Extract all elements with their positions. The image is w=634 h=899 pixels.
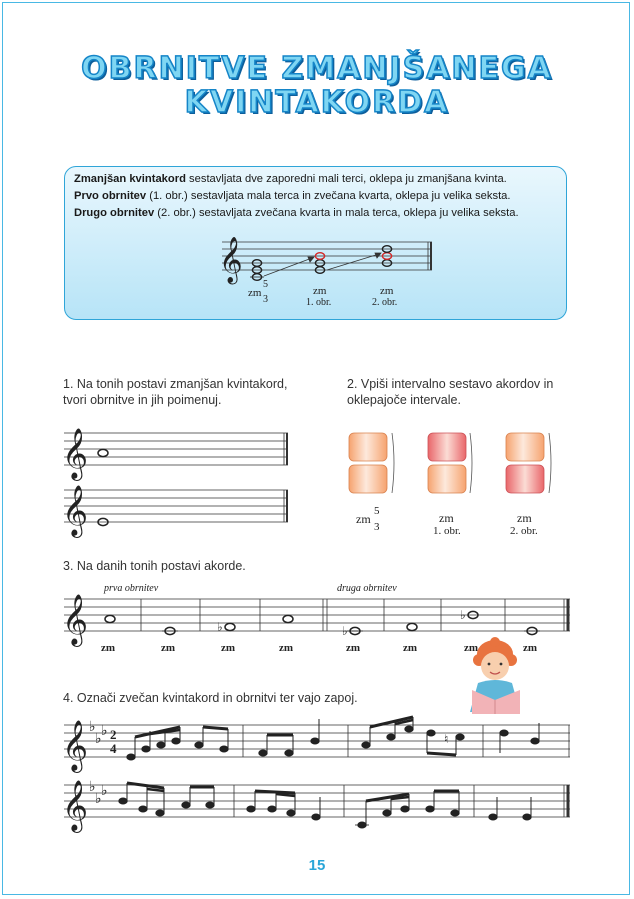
flat-icon: ♭ [95,791,102,807]
whole-note [105,615,115,622]
interval-label-first: 1. obr. [433,525,461,537]
interval-box[interactable] [428,433,466,461]
task-4-notes-1 [127,717,539,760]
interval-label-second: 2. obr. [510,525,538,537]
natural-icon: ♮ [444,732,449,746]
flat-icon: ♭ [101,723,108,739]
whole-note [407,623,417,630]
task-4-notes-2 [119,783,531,828]
interval-label-zm: zm [356,512,371,526]
chord-label: zm [279,642,294,654]
chord-label: zm [101,642,116,654]
example-label-second: 2. obr. [372,297,398,308]
example-label-zm: zm [380,285,394,297]
interval-box[interactable] [349,465,387,493]
whole-note [225,623,235,630]
treble-clef-icon: 𝄞 [62,594,89,645]
chord-label: zm [464,642,479,654]
example-label-5: 5 [263,279,268,290]
task-4-instruction: 4. Označi zvečan kvintakord in obrnitvi ter vajo zapoj. [63,691,358,705]
treble-clef-icon: 𝄞 [62,720,89,771]
task-2-line-1: 2. Vpiši intervalno sestavo akordov in [347,377,554,391]
example-label-3: 3 [263,294,268,305]
time-signature-top: 2 [110,727,117,742]
interval-label-zm: zm [517,511,532,525]
chord-label: zm [346,642,361,654]
interval-box[interactable] [506,433,544,461]
interval-group-1 [349,433,394,493]
flat-icon: ♭ [460,608,466,622]
task-1-staff-1 [64,433,288,465]
definition-text: sestavljata dve zaporedni mali terci, oklepa ju zmanjšana kvinta. [185,173,507,185]
definition-text: (2. obr.) sestavljata zvečana kvarta in mala terca, oklepa ju velika seksta. [154,207,519,219]
interval-box[interactable] [506,465,544,493]
definition-term: Zmanjšan kvintakord [74,173,186,185]
interval-label-5: 5 [374,505,380,517]
flat-icon: ♭ [101,783,108,799]
task-3-staff [64,599,570,631]
page-title-line-1: OBRNITVE ZMANJŠANEGA [81,51,553,86]
treble-clef-icon: 𝄞 [62,428,89,479]
task-1-staff-2 [64,490,288,522]
chord-label: zm [403,642,418,654]
interval-box[interactable] [428,465,466,493]
treble-clef-icon: 𝄞 [62,485,89,536]
flat-icon: ♭ [217,620,223,634]
task-1-line-2: tvori obrnitve in jih poimenuj. [63,393,222,407]
example-label-zm: zm [313,285,327,297]
flat-icon: ♭ [89,779,96,795]
definition-text: (1. obr.) sestavljata mala terca in zvečana kvarta, oklepa ju velika seksta. [146,190,511,202]
whole-note [98,449,108,456]
page-number: 15 [308,857,326,874]
chord-label: zm [221,642,236,654]
key-signature [89,779,108,807]
definition-term: Prvo obrnitev [74,190,147,202]
flat-icon: ♭ [342,624,348,638]
interval-group-3 [506,433,551,493]
interval-box[interactable] [349,433,387,461]
interval-group-2 [428,433,472,493]
flat-icon: ♭ [95,731,102,747]
label-prva-obrnitev: prva obrnitev [104,583,159,594]
definition-term: Drugo obrnitev [74,207,155,219]
task-2-line-2: oklepajoče intervale. [347,393,461,407]
flat-icon: ♭ [89,719,96,735]
task-3-instruction: 3. Na danih tonih postavi akorde. [63,559,246,573]
chord-label: zm [161,642,176,654]
task-4-staff-2 [64,785,570,817]
interval-label-zm: zm [439,511,454,525]
label-druga-obrnitev: druga obrnitev [337,583,397,594]
treble-clef-icon: 𝄞 [219,237,243,283]
example-label-zm: zm [248,287,262,299]
time-signature-bottom: 4 [110,741,117,756]
key-signature [89,719,108,747]
example-label-first: 1. obr. [306,297,332,308]
page-title-line-2: KVINTAKORDA [184,85,450,120]
whole-note [283,615,293,622]
chord-label: zm [523,642,538,654]
time-signature [110,727,117,756]
treble-clef-icon: 𝄞 [62,780,89,831]
task-1-line-1: 1. Na tonih postavi zmanjšan kvintakord, [63,377,288,391]
interval-label-3: 3 [374,521,380,533]
